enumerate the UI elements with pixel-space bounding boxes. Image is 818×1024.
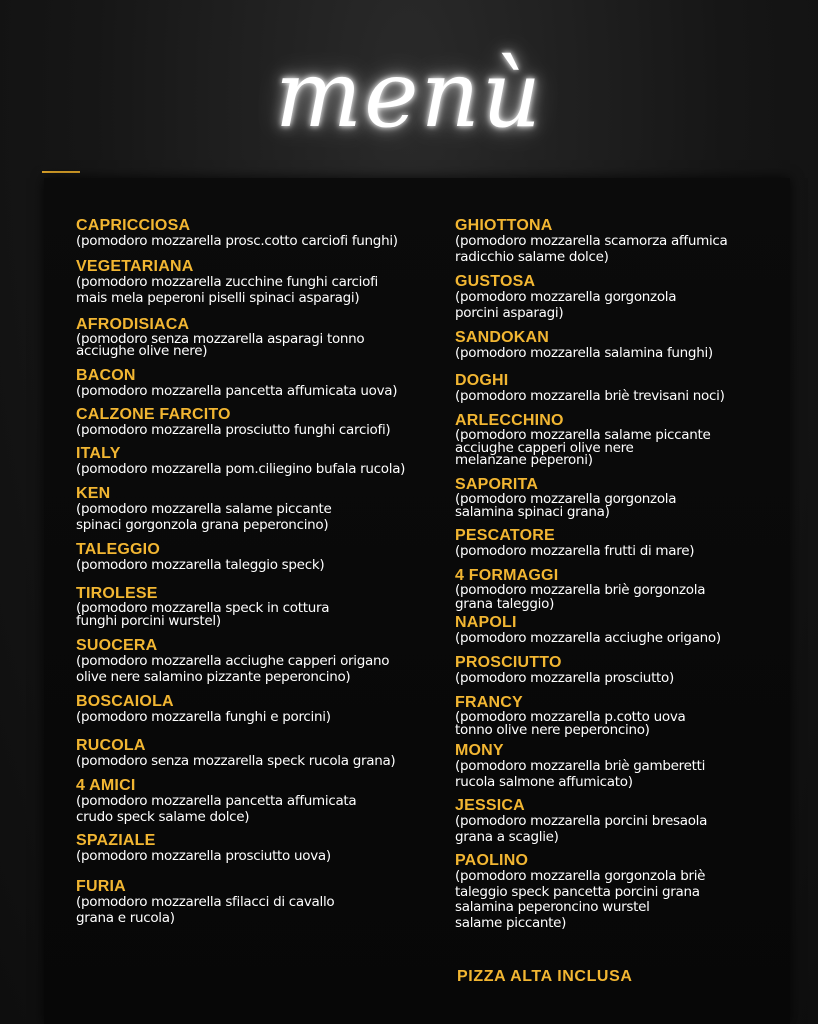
menu-column-left — [76, 218, 448, 929]
item-description: (pomodoro mozzarella porcini bresaola grana a scaglie) — [455, 813, 708, 845]
item-name: FRANCY — [455, 694, 523, 711]
menu-item — [76, 259, 448, 317]
menu-item — [76, 486, 448, 542]
item-description: (pomodoro mozzarella prosciutto) — [455, 670, 674, 686]
item-name: VEGETARIANA — [76, 258, 194, 275]
menu-column-right — [455, 218, 785, 933]
item-description: (pomodoro mozzarella prosciutto uova) — [76, 848, 331, 864]
menu-item — [455, 695, 785, 743]
item-description: (pomodoro mozzarella briè gamberetti rucola salmone affumicato) — [455, 758, 706, 790]
item-description: (pomodoro mozzarella salamina funghi) — [455, 345, 713, 361]
menu-item — [76, 738, 448, 778]
item-name: NAPOLI — [455, 614, 517, 631]
item-name: TIROLESE — [76, 585, 158, 602]
item-name: AFRODISIACA — [76, 316, 190, 333]
item-description: (pomodoro mozzarella salame piccante spinaci gorgonzola grana peperoncino) — [76, 501, 332, 533]
menu-item — [455, 798, 785, 853]
item-description: (pomodoro senza mozzarella speck rucola grana) — [76, 753, 396, 769]
item-description: (pomodoro mozzarella pom.ciliegino bufala rucola) — [76, 461, 406, 477]
item-description: (pomodoro mozzarella gorgonzola porcini asparagi) — [455, 289, 677, 321]
item-description: (pomodoro mozzarella frutti di mare) — [455, 543, 695, 559]
menu-item — [76, 833, 448, 879]
item-name: PAOLINO — [455, 852, 529, 869]
item-description: (pomodoro mozzarella acciughe capperi origano olive nere salamino pizzante peperoncino) — [76, 653, 390, 685]
item-description: (pomodoro mozzarella salame piccante acciughe capperi olive nere melanzane peperoni) — [455, 427, 711, 468]
item-name: PROSCIUTTO — [455, 654, 562, 671]
menu-item — [455, 274, 785, 330]
item-description: (pomodoro mozzarella p.cotto uova tonno olive nere peperoncino) — [455, 709, 686, 738]
item-name: ARLECCHINO — [455, 412, 564, 429]
item-name: GUSTOSA — [455, 273, 536, 290]
menu-item — [455, 413, 785, 477]
item-name: TALEGGIO — [76, 541, 160, 558]
menu-item — [76, 778, 448, 833]
menu-item — [76, 218, 448, 259]
item-description: (pomodoro mozzarella briè gorgonzola grana taleggio) — [455, 582, 706, 612]
item-name: SAPORITA — [455, 476, 539, 493]
footer-note: PIZZA ALTA INCLUSA — [457, 968, 633, 985]
menu-item — [455, 853, 785, 933]
item-description: (pomodoro mozzarella speck in cottura funghi porcini wurstel) — [76, 600, 330, 629]
menu-item — [76, 407, 448, 446]
item-description: (pomodoro senza mozzarella asparagi tonno acciughe olive nere) — [76, 331, 365, 359]
menu-item — [455, 528, 785, 568]
menu-item — [455, 568, 785, 615]
item-name: CALZONE FARCITO — [76, 406, 231, 423]
item-description: (pomodoro mozzarella prosciutto funghi carciofi) — [76, 422, 391, 438]
item-name: SANDOKAN — [455, 329, 550, 346]
item-name: MONY — [455, 742, 504, 759]
item-name: SUOCERA — [76, 637, 158, 654]
menu-item — [76, 446, 448, 486]
item-name: FURIA — [76, 878, 126, 895]
menu-item — [455, 330, 785, 373]
item-name: BACON — [76, 367, 136, 384]
item-name: KEN — [76, 485, 111, 502]
menu-item — [76, 879, 448, 929]
menu-item — [455, 615, 785, 655]
menu-item — [455, 373, 785, 413]
menu-item — [76, 694, 448, 738]
accent-divider — [42, 171, 80, 173]
item-name: SPAZIALE — [76, 832, 156, 849]
item-description: (pomodoro mozzarella pancetta affumicata crudo speck salame dolce) — [76, 793, 357, 825]
menu-item — [455, 743, 785, 798]
item-name: JESSICA — [455, 797, 525, 814]
item-name: BOSCAIOLA — [76, 693, 174, 710]
item-name: GHIOTTONA — [455, 217, 553, 234]
item-description: (pomodoro mozzarella prosc.cotto carciofi funghi) — [76, 233, 398, 249]
item-description: (pomodoro mozzarella pancetta affumicata uova) — [76, 383, 398, 399]
item-name: CAPRICCIOSA — [76, 217, 191, 234]
item-name: 4 AMICI — [76, 777, 136, 794]
menu-item — [455, 477, 785, 528]
item-name: ITALY — [76, 445, 121, 462]
item-description: (pomodoro mozzarella gorgonzola briè taleggio speck pancetta porcini grana salamina peperoncino wurstel salame piccante) — [455, 868, 706, 931]
item-description: (pomodoro mozzarella funghi e porcini) — [76, 709, 331, 725]
menu-item — [455, 218, 785, 274]
item-description: (pomodoro mozzarella zucchine funghi carciofi mais mela peperoni piselli spinaci asparagi) — [76, 274, 378, 306]
menu-item — [76, 368, 448, 407]
menu-item — [76, 542, 448, 586]
menu-title: menù — [274, 41, 544, 148]
item-description: (pomodoro mozzarella gorgonzola salamina spinaci grana) — [455, 491, 677, 520]
item-description: (pomodoro mozzarella sfilacci di cavallo grana e rucola) — [76, 894, 335, 926]
item-description: (pomodoro mozzarella briè trevisani noci) — [455, 388, 725, 404]
item-description: (pomodoro mozzarella scamorza affumica radicchio salame dolce) — [455, 233, 728, 265]
item-description: (pomodoro mozzarella acciughe origano) — [455, 630, 721, 646]
item-name: 4 FORMAGGI — [455, 567, 559, 584]
menu-item — [76, 317, 448, 368]
item-description: (pomodoro mozzarella taleggio speck) — [76, 557, 325, 573]
menu-item — [76, 638, 448, 694]
item-name: RUCOLA — [76, 737, 146, 754]
item-name: DOGHI — [455, 372, 509, 389]
menu-item — [455, 655, 785, 695]
menu-item — [76, 586, 448, 638]
item-name: PESCATORE — [455, 527, 555, 544]
